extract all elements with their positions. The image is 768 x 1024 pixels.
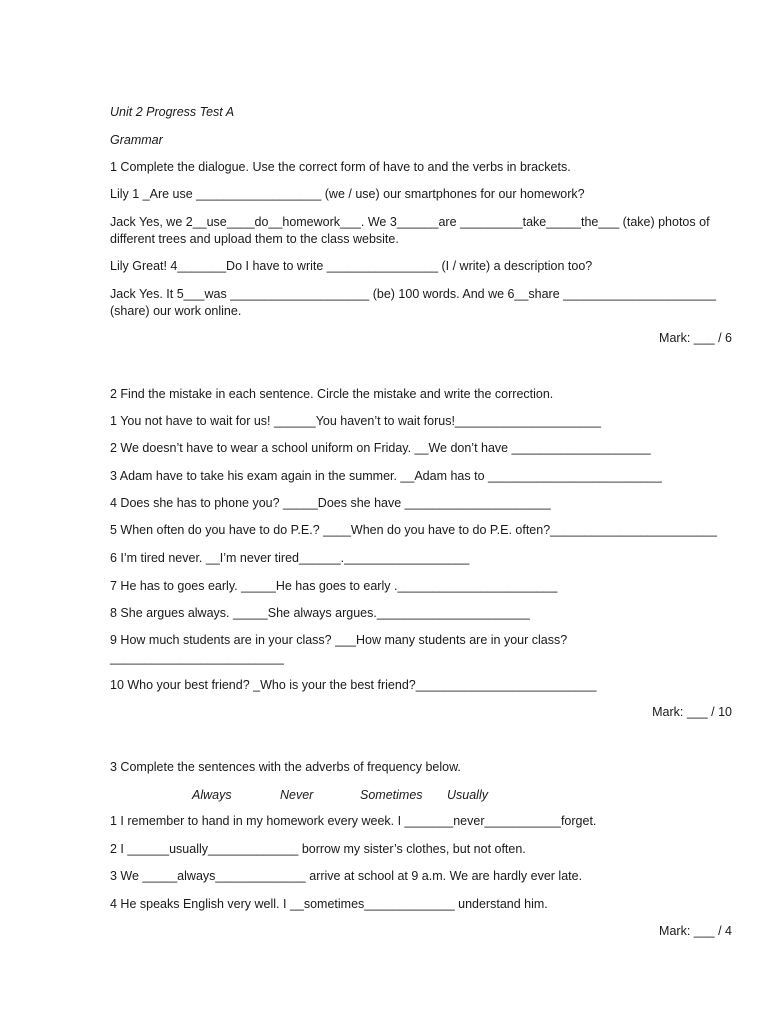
section-label: Grammar bbox=[110, 133, 163, 147]
section2-mark: Mark: ___ / 10 bbox=[652, 705, 732, 719]
adverb-usually: Usually bbox=[447, 788, 488, 802]
mistake-line: 8 She argues always. _____She always argues.______________________ bbox=[110, 606, 530, 620]
test-title: Unit 2 Progress Test A bbox=[110, 105, 235, 119]
adverb-sometimes: Sometimes bbox=[360, 788, 423, 802]
dialogue-line: Lily 1 _Are use __________________ (we / use) our smartphones for our homework? bbox=[110, 187, 585, 201]
adverb-sentence: 1 I remember to hand in my homework every week. I _______never___________forget. bbox=[110, 814, 597, 828]
dialogue-line: Jack Yes, we 2__use____do__homework___. We 3______are _________take_____the___ (take) photos of bbox=[110, 215, 710, 229]
mistake-line: 9 How much students are in your class? ___How many students are in your class? bbox=[110, 633, 568, 647]
mistake-line: _________________________ bbox=[110, 651, 284, 665]
mistake-line: 2 We doesn’t have to wear a school uniform on Friday. __We don’t have ____________________ bbox=[110, 441, 651, 455]
mistake-line: 4 Does she has to phone you? _____Does she have _____________________ bbox=[110, 496, 551, 510]
dialogue-line: Jack Yes. It 5___was ____________________ (be) 100 words. And we 6__share ______________________ bbox=[110, 287, 717, 301]
mistake-line: 6 I’m tired never. __I’m never tired______.__________________ bbox=[110, 551, 470, 565]
section3-mark: Mark: ___ / 4 bbox=[659, 924, 732, 938]
mistake-line: 1 You not have to wait for us! ______You haven’t to wait forus!_____________________ bbox=[110, 414, 601, 428]
section2-instruction: 2 Find the mistake in each sentence. Circle the mistake and write the correction. bbox=[110, 387, 554, 401]
dialogue-line: different trees and upload them to the class website. bbox=[110, 232, 399, 246]
mistake-line: 7 He has to goes early. _____He has goes to early ._______________________ bbox=[110, 579, 558, 593]
section3-instruction: 3 Complete the sentences with the adverbs of frequency below. bbox=[110, 760, 461, 774]
mistake-line: 5 When often do you have to do P.E.? ____When do you have to do P.E. often?________________________ bbox=[110, 523, 717, 537]
dialogue-line: (share) our work online. bbox=[110, 304, 242, 318]
mistake-line: 3 Adam have to take his exam again in the summer. __Adam has to _________________________ bbox=[110, 469, 662, 483]
adverb-sentence: 3 We _____always_____________ arrive at school at 9 a.m. We are hardly ever late. bbox=[110, 869, 583, 883]
adverb-always: Always bbox=[192, 788, 232, 802]
adverb-sentence: 4 He speaks English very well. I __sometimes_____________ understand him. bbox=[110, 897, 548, 911]
adverb-never: Never bbox=[280, 788, 314, 802]
adverb-sentence: 2 I ______usually_____________ borrow my sister’s clothes, but not often. bbox=[110, 842, 526, 856]
section1-mark: Mark: ___ / 6 bbox=[659, 331, 732, 345]
mistake-line: 10 Who your best friend? _Who is your the best friend?__________________________ bbox=[110, 678, 597, 692]
dialogue-line: Lily Great! 4_______Do I have to write ________________ (I / write) a description too? bbox=[110, 259, 593, 273]
section1-instruction: 1 Complete the dialogue. Use the correct form of have to and the verbs in brackets. bbox=[110, 160, 571, 174]
